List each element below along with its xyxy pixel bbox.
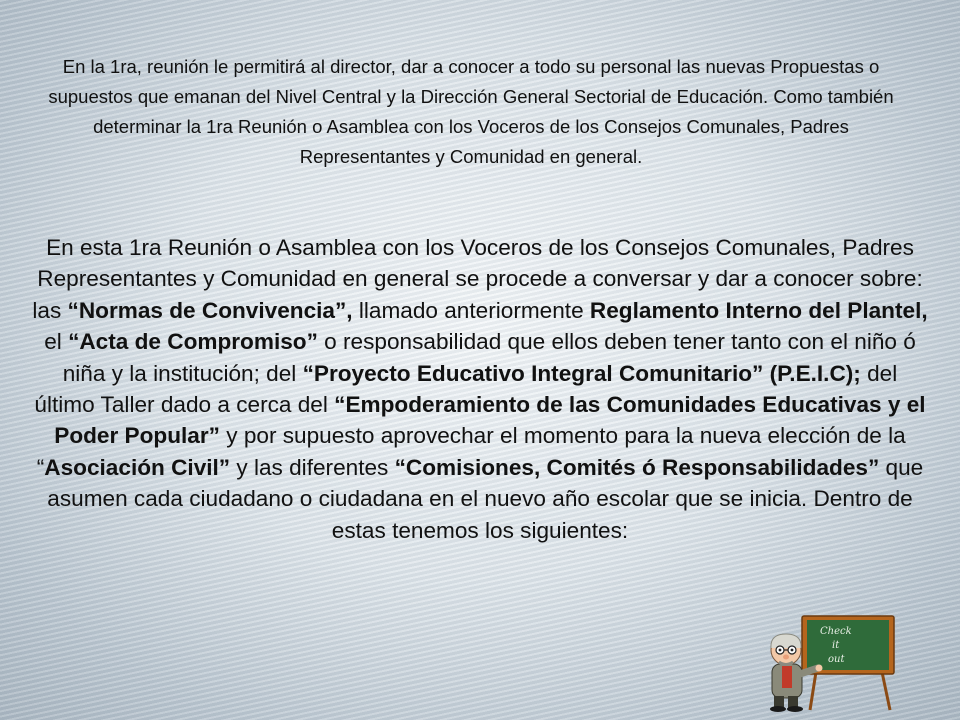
main-text-segment: el — [44, 329, 69, 355]
intro-paragraph: En la 1ra, reunión le permitirá al director, dar a conocer a todo su personal las nuevas Propuestas o supuestos que emanan del Nivel Central y la Dirección General Sectorial de Educación. Como también determinar la 1ra Reunión o Asamblea con los Voceros de los Consejos Comunales, Padres Representantes y Comunidad en general. — [48, 56, 894, 167]
chalk-word: out — [828, 654, 845, 665]
main-text-segment: y por supuesto aprovechar el momento para la nueva elección de la “ — [36, 423, 906, 480]
main-text-segment: “Normas de Convivencia”, — [67, 297, 353, 323]
chalkboard — [802, 616, 894, 710]
chalk-word: Check — [820, 626, 852, 637]
main-text-segment: llamado anteriormente — [352, 297, 590, 323]
main-text-segment: Asociación Civil” — [44, 454, 231, 480]
main-text-segment: “Comisiones, Comités ó Responsabilidades” — [394, 454, 880, 480]
main-text-segment: Reglamento Interno del Plantel, — [589, 297, 928, 323]
main-text-segment: o responsabilidad que ellos deben tener tanto con el niño ó niña y la institución; del — [62, 329, 916, 386]
main-text-segment: del último Taller dado a cerca del — [34, 360, 898, 418]
main-paragraph — [30, 232, 930, 546]
main-text-segment: “Acta de Compromiso” — [68, 329, 318, 355]
main-text-segment: En esta 1ra Reunión o Asamblea con los Voceros de los Consejos Comunales, Padres Representantes y Comunidad en general se procede a conversar y dar a conocer sobre: las — [32, 235, 923, 323]
teacher-chalkboard-clipart — [758, 612, 898, 712]
main-text-segment: y las diferentes — [230, 454, 395, 480]
chalk-word: it — [832, 640, 840, 651]
main-text-segment: “Empoderamiento de las Comunidades Educativas y el Poder Popular” — [54, 392, 926, 449]
main-text-segment: “Proyecto Educativo Integral Comunitario” (P.E.I.C); — [302, 360, 861, 386]
main-text-segment: que asumen cada ciudadano o ciudadana en el nuevo año escolar que se inicia. Dentro de estas tenemos los siguientes: — [47, 454, 924, 543]
